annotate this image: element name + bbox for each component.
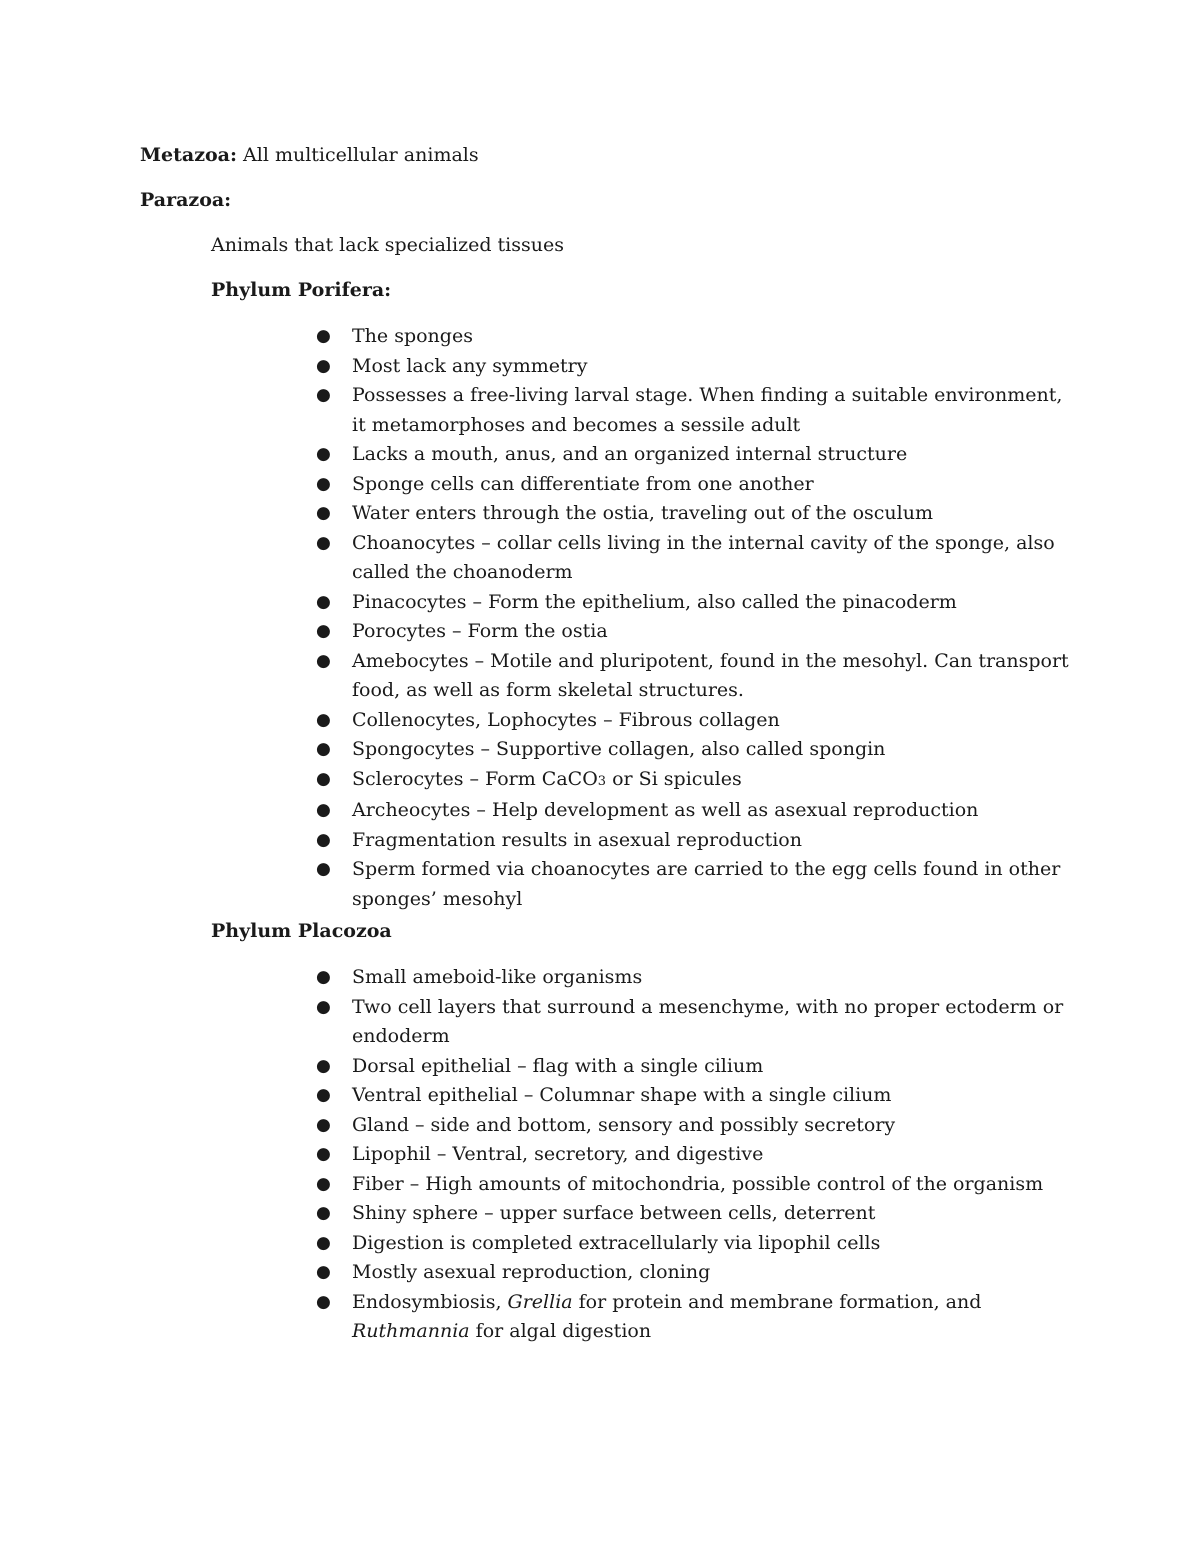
list-item: ● Porocytes – Form the ostia (0, 617, 1072, 647)
bullet-icon: ● (316, 967, 331, 987)
bullet-icon: ● (316, 1232, 331, 1253)
bullet-icon: ● (316, 1291, 331, 1312)
list-item: ● Sponge cells can differentiate from one another (0, 470, 1072, 500)
list-item: ● Collenocytes, Lophocytes – Fibrous collagen (0, 706, 1072, 736)
metazoa-label: Metazoa: (140, 144, 237, 166)
parazoa-heading (140, 186, 231, 215)
list-item: ● Small ameboid-like organisms (0, 963, 1072, 993)
bullet-icon: ● (316, 650, 331, 671)
list-item: ● Pinacocytes – Form the epithelium, also called the pinacoderm (0, 588, 1072, 618)
list-item: ● Sperm formed via choanocytes are carried to the egg cells found in other sponges’ mesohyl (0, 855, 1072, 914)
list-item: ● Ventral epithelial – Columnar shape with a single cilium (0, 1081, 1072, 1111)
bullet-icon: ● (316, 768, 331, 789)
metazoa-text: All multicellular animals (237, 144, 479, 166)
list-item-endosymbiosis: ● Endosymbiosis, Grellia for protein and membrane formation, and Ruthmannia for algal digestion (0, 1288, 1072, 1347)
bullet-icon: ● (316, 444, 331, 464)
list-item: ● Digestion is completed extracellularly via lipophil cells (0, 1229, 1072, 1259)
parazoa-description: Animals that lack specialized tissues (211, 234, 564, 256)
bullet-icon: ● (316, 1085, 331, 1105)
bullet-icon: ● (316, 473, 331, 494)
bullet-icon: ● (316, 591, 331, 612)
porifera-list (0, 322, 1200, 914)
bullet-icon: ● (316, 859, 331, 879)
list-item: ● Lipophil – Ventral, secretory, and digestive (0, 1140, 1072, 1170)
list-item: ● Fiber – High amounts of mitochondria, possible control of the organism (0, 1170, 1072, 1200)
list-item-sclerocytes: ● Sclerocytes – Form CaCO3 or Si spicules (0, 765, 1072, 797)
bullet-icon: ● (316, 1144, 331, 1164)
bullet-icon: ● (316, 709, 331, 730)
list-item: ● Two cell layers that surround a mesenchyme, with no proper ectoderm or endoderm (0, 993, 1072, 1052)
list-item: ● Lacks a mouth, anus, and an organized internal structure (0, 440, 1072, 470)
bullet-icon: ● (316, 621, 331, 641)
list-item: ● The sponges (0, 322, 1072, 352)
list-item: ● Dorsal epithelial – flag with a single cilium (0, 1052, 1072, 1082)
bullet-icon: ● (316, 1114, 331, 1135)
list-item: ● Most lack any symmetry (0, 352, 1072, 382)
bullet-icon: ● (316, 503, 331, 523)
list-item: ● Archeocytes – Help development as well as asexual reproduction (0, 796, 1072, 826)
bullet-icon: ● (316, 1055, 331, 1076)
bullet-icon: ● (316, 800, 331, 820)
porifera-heading: Phylum Porifera: (211, 279, 392, 301)
list-item: ● Fragmentation results in asexual reproduction (0, 826, 1072, 856)
placozoa-list (0, 963, 1200, 1347)
bullet-icon: ● (316, 355, 331, 376)
parazoa-label: Parazoa: (140, 189, 232, 211)
bullet-icon: ● (316, 326, 331, 346)
bullet-icon: ● (316, 532, 331, 553)
list-item: ● Spongocytes – Supportive collagen, also called spongin (0, 735, 1072, 765)
bullet-icon: ● (316, 1173, 331, 1194)
bullet-icon: ● (316, 829, 331, 850)
bullet-icon: ● (316, 1262, 331, 1282)
list-item: ● Water enters through the ostia, traveling out of the osculum (0, 499, 1072, 529)
list-item: ● Shiny sphere – upper surface between cells, deterrent (0, 1199, 1072, 1229)
list-item: ● Gland – side and bottom, sensory and possibly secretory (0, 1111, 1072, 1141)
list-item: ● Amebocytes – Motile and pluripotent, found in the mesohyl. Can transport food, as well as form skeletal structures. (0, 647, 1072, 706)
list-item: ● Choanocytes – collar cells living in the internal cavity of the sponge, also called the choanoderm (0, 529, 1072, 588)
bullet-icon: ● (316, 1203, 331, 1223)
bullet-icon: ● (316, 385, 331, 405)
placozoa-heading: Phylum Placozoa (211, 920, 392, 942)
metazoa-definition (140, 141, 479, 170)
list-item: ● Mostly asexual reproduction, cloning (0, 1258, 1072, 1288)
list-item: ● Possesses a free-living larval stage. When finding a suitable environment, it metamorphoses and becomes a sessile adult (0, 381, 1072, 440)
bullet-icon: ● (316, 739, 331, 759)
bullet-icon: ● (316, 996, 331, 1017)
